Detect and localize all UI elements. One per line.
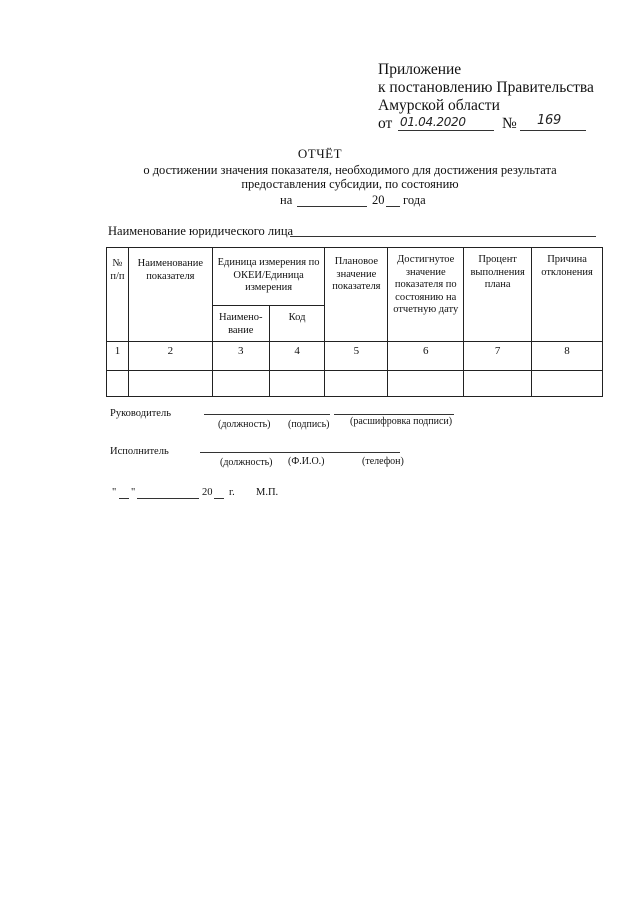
column-number: 6 bbox=[388, 342, 464, 371]
report-title: ОТЧЁТ bbox=[297, 146, 343, 161]
column-number: 1 bbox=[107, 342, 129, 371]
legal-entity-label: Наименование юридического лица bbox=[108, 224, 294, 238]
exec-caption-position: (должность) bbox=[220, 457, 273, 468]
number-underline bbox=[520, 130, 586, 131]
header-from-label: от bbox=[378, 115, 393, 132]
handwritten-number: 169 bbox=[537, 113, 561, 128]
col-header-unit-code: Код bbox=[269, 306, 325, 342]
col-header-percent: Процент выполнения плана bbox=[464, 248, 532, 342]
header-line-3: Амурской области bbox=[378, 97, 500, 114]
column-number: 3 bbox=[212, 342, 269, 371]
head-caption-signature: (подпись) bbox=[288, 419, 330, 430]
executor-line bbox=[200, 452, 400, 453]
col-header-number: № п/п bbox=[107, 248, 129, 342]
report-table bbox=[106, 247, 603, 397]
date-line-prefix: на bbox=[280, 193, 293, 207]
column-numbers-row bbox=[107, 342, 603, 371]
col-header-achieved-value: Достигнутое значение показателя по состоянию на отчетную дату bbox=[388, 248, 464, 342]
header-number-label: № bbox=[502, 115, 517, 132]
exec-caption-name: (Ф.И.О.) bbox=[288, 456, 325, 467]
table-cell[interactable] bbox=[464, 371, 532, 397]
table-cell[interactable] bbox=[325, 371, 388, 397]
table-cell[interactable] bbox=[128, 371, 212, 397]
sign-date-year-blank bbox=[214, 498, 224, 499]
table-cell[interactable] bbox=[107, 371, 129, 397]
col-header-indicator-name: Наименование показателя bbox=[128, 248, 212, 342]
table-cell[interactable] bbox=[269, 371, 325, 397]
head-position-signature-line bbox=[204, 414, 330, 415]
date-line-blank bbox=[297, 206, 367, 207]
head-label: Руководитель bbox=[110, 408, 171, 419]
date-line-suffix: года bbox=[403, 193, 426, 207]
report-subtitle-line-1: о достижении значения показателя, необходимого для достижения результата bbox=[143, 163, 557, 177]
head-name-line bbox=[334, 414, 454, 415]
col-header-deviation-reason: Причина отклонения bbox=[532, 248, 603, 342]
date-line-year-blank bbox=[386, 206, 400, 207]
col-header-unit-name: Наимено-вание bbox=[212, 306, 269, 342]
date-underline bbox=[398, 130, 494, 131]
exec-caption-phone: (телефон) bbox=[362, 456, 404, 467]
sign-date-open-quote: " bbox=[112, 487, 117, 498]
column-number: 7 bbox=[464, 342, 532, 371]
col-header-planned-value: Плановое значение показателя bbox=[325, 248, 388, 342]
sign-date-close-quote: " bbox=[131, 487, 136, 498]
col-header-unit: Единица измерения по ОКЕИ/Единица измерения bbox=[212, 248, 325, 306]
sign-date-month-blank bbox=[137, 498, 199, 499]
report-subtitle-line-2: предоставления субсидии, по состоянию bbox=[241, 177, 459, 191]
stamp-label: М.П. bbox=[256, 487, 279, 498]
date-line-year: 20 bbox=[372, 193, 385, 207]
table-cell[interactable] bbox=[532, 371, 603, 397]
column-number: 8 bbox=[532, 342, 603, 371]
column-number: 4 bbox=[269, 342, 325, 371]
head-caption-name: (расшифровка подписи) bbox=[350, 416, 453, 427]
column-number: 2 bbox=[128, 342, 212, 371]
sign-date-day-blank bbox=[119, 498, 129, 499]
head-caption-position: (должность) bbox=[218, 419, 271, 430]
table-cell[interactable] bbox=[212, 371, 269, 397]
table-cell[interactable] bbox=[388, 371, 464, 397]
executor-label: Исполнитель bbox=[110, 446, 169, 457]
sign-date-year: 20 bbox=[202, 487, 213, 498]
table-row bbox=[107, 371, 603, 397]
column-number: 5 bbox=[325, 342, 388, 371]
handwritten-date: 01.04.2020 bbox=[400, 115, 466, 129]
header-line-1: Приложение bbox=[378, 61, 462, 78]
legal-entity-blank bbox=[290, 236, 596, 237]
header-line-2: к постановлению Правительства bbox=[378, 79, 594, 96]
sign-date-suffix: г. bbox=[229, 487, 235, 498]
